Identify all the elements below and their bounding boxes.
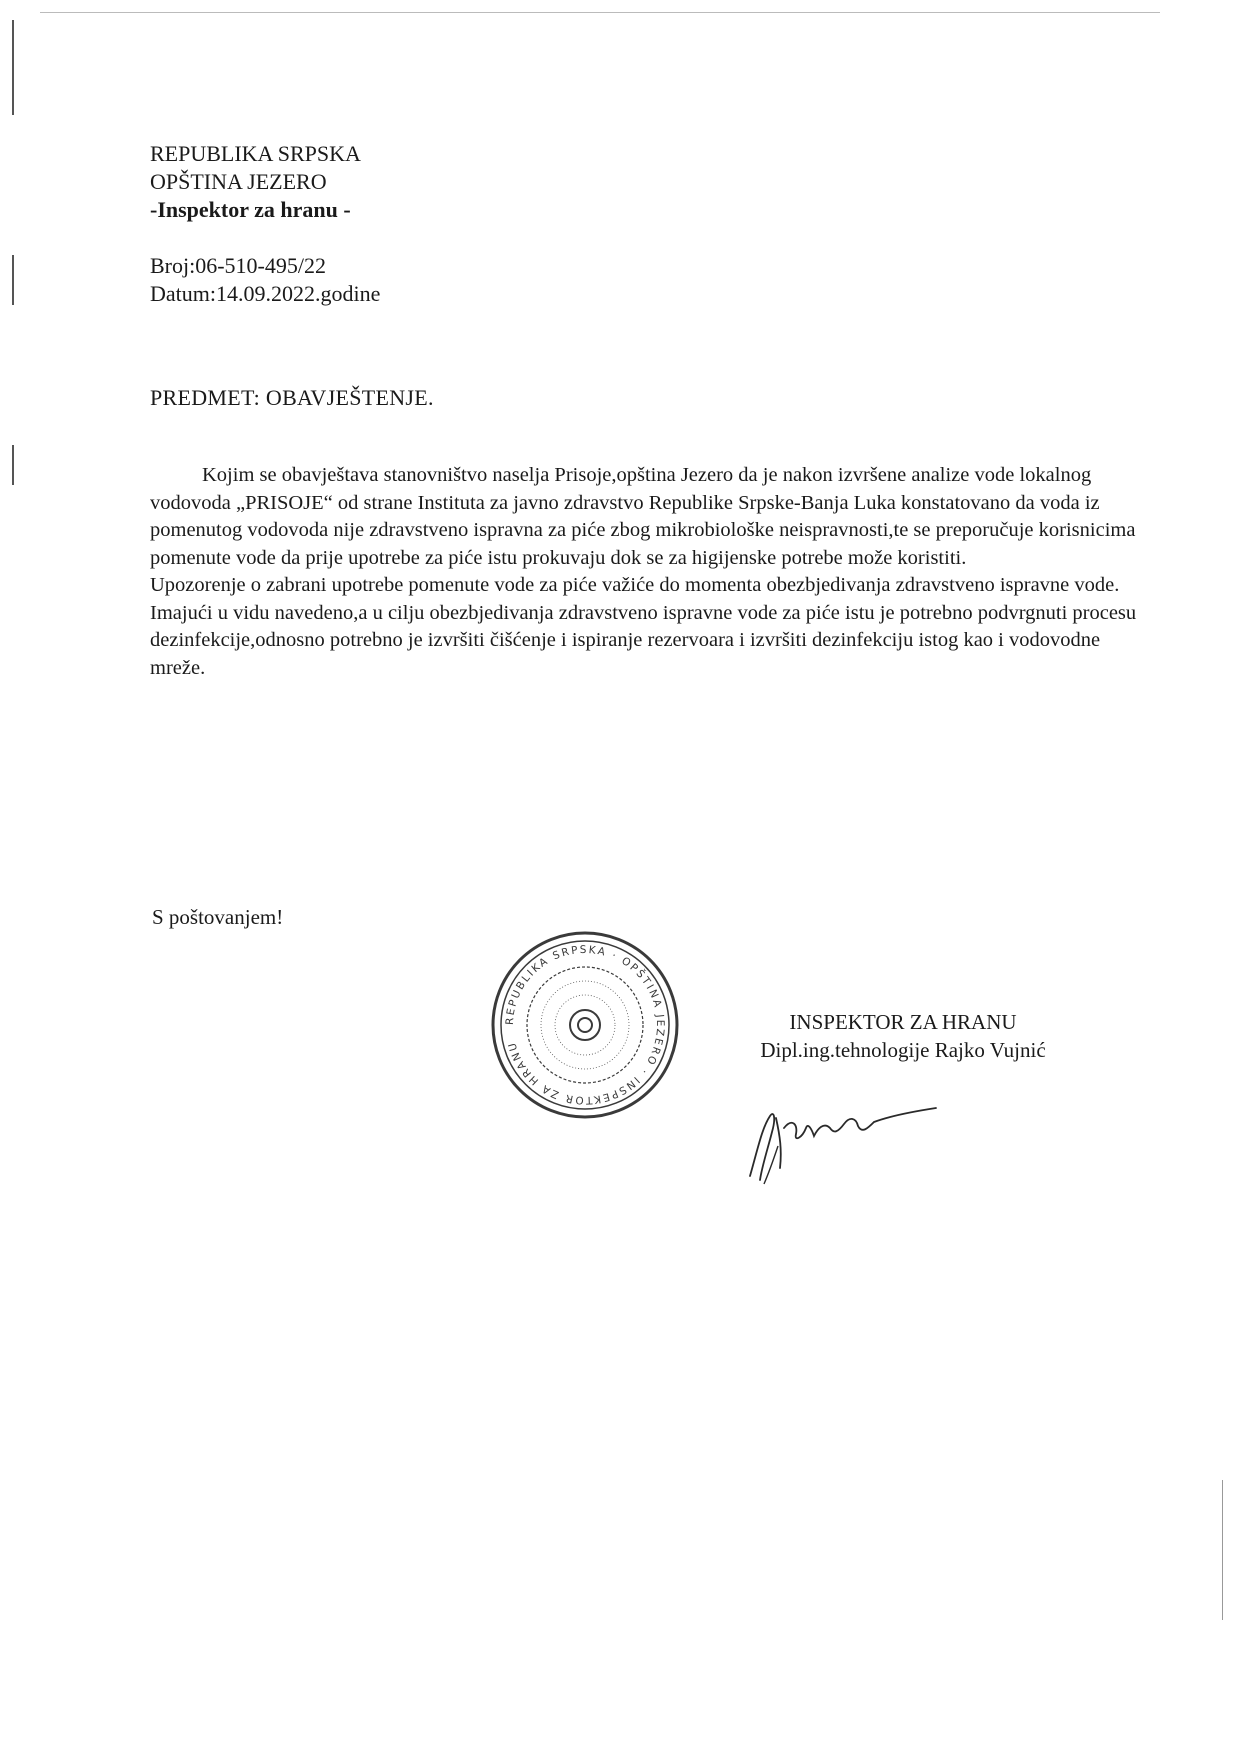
official-seal-stamp bbox=[490, 930, 680, 1120]
svg-text:REPUBLIKA SRPSKA · OPŠTINA JEZ bbox=[504, 944, 666, 1106]
signatory-name: Dipl.ing.tehnologije Rajko Vujnić bbox=[760, 1038, 1046, 1062]
scan-edge-line bbox=[12, 20, 14, 115]
letterhead bbox=[150, 140, 361, 224]
scan-edge-line bbox=[1222, 1480, 1223, 1620]
body-paragraph-1: Kojim se obavještava stanovništvo naselja Prisoje,opština Jezero da je nakon izvršene analize vode lokalnog vodovoda „PRISOJE“ od strane Instituta za javno zdravstvo Republike Srpske-Banja Luka konstatovano da voda iz pomenutog vodovoda nije zdravstveno ispravna za piće zbog mikrobiološke neispravnosti,te se preporučuje korisnicima pomenute vode da prije upotrebe za piće istu prokuvaju dok se za higijenske potrebe može koristiti. bbox=[150, 464, 1136, 569]
body-paragraph-2: Upozorenje o zabrani upotrebe pomenute vode za piće važiće do momenta obezbjedivanja zdravstveno ispravne vode. bbox=[150, 574, 1120, 596]
signatory-title: INSPEKTOR ZA HRANU bbox=[789, 1010, 1017, 1034]
closing-greeting: S poštovanjem! bbox=[152, 905, 284, 929]
scan-edge-line bbox=[12, 445, 14, 485]
subject-line: PREDMET: OBAVJEŠTENJE. bbox=[150, 385, 434, 410]
handwritten-signature bbox=[740, 1088, 950, 1188]
reference-date: Datum:14.09.2022.godine bbox=[150, 281, 381, 306]
letterhead-republic: REPUBLIKA SRPSKA bbox=[150, 141, 361, 166]
body-paragraph-3: Imajući u vidu navedeno,a u cilju obezbjedivanja zdravstveno ispravne vode za piće istu je potrebno podvrgnuti procesu dezinfekcije,odnosno potrebno je izvršiti čišćenje i ispiranje rezervoara i izvršiti dezinfekciju istog kao i vodovodne mreže. bbox=[150, 601, 1137, 679]
seal-ring-text: REPUBLIKA SRPSKA · OPŠTINA JEZERO · INSPEKTOR ZA HRANU bbox=[503, 943, 667, 1107]
signatory-block bbox=[738, 1008, 1068, 1064]
letterhead-department: -Inspektor za hranu - bbox=[150, 197, 351, 222]
document-body bbox=[150, 462, 1140, 682]
scan-edge-line bbox=[12, 255, 14, 305]
reference-number: Broj:06-510-495/22 bbox=[150, 253, 326, 278]
letterhead-municipality: OPŠTINA JEZERO bbox=[150, 169, 327, 194]
reference-block bbox=[150, 252, 380, 308]
scan-top-line bbox=[40, 12, 1160, 13]
